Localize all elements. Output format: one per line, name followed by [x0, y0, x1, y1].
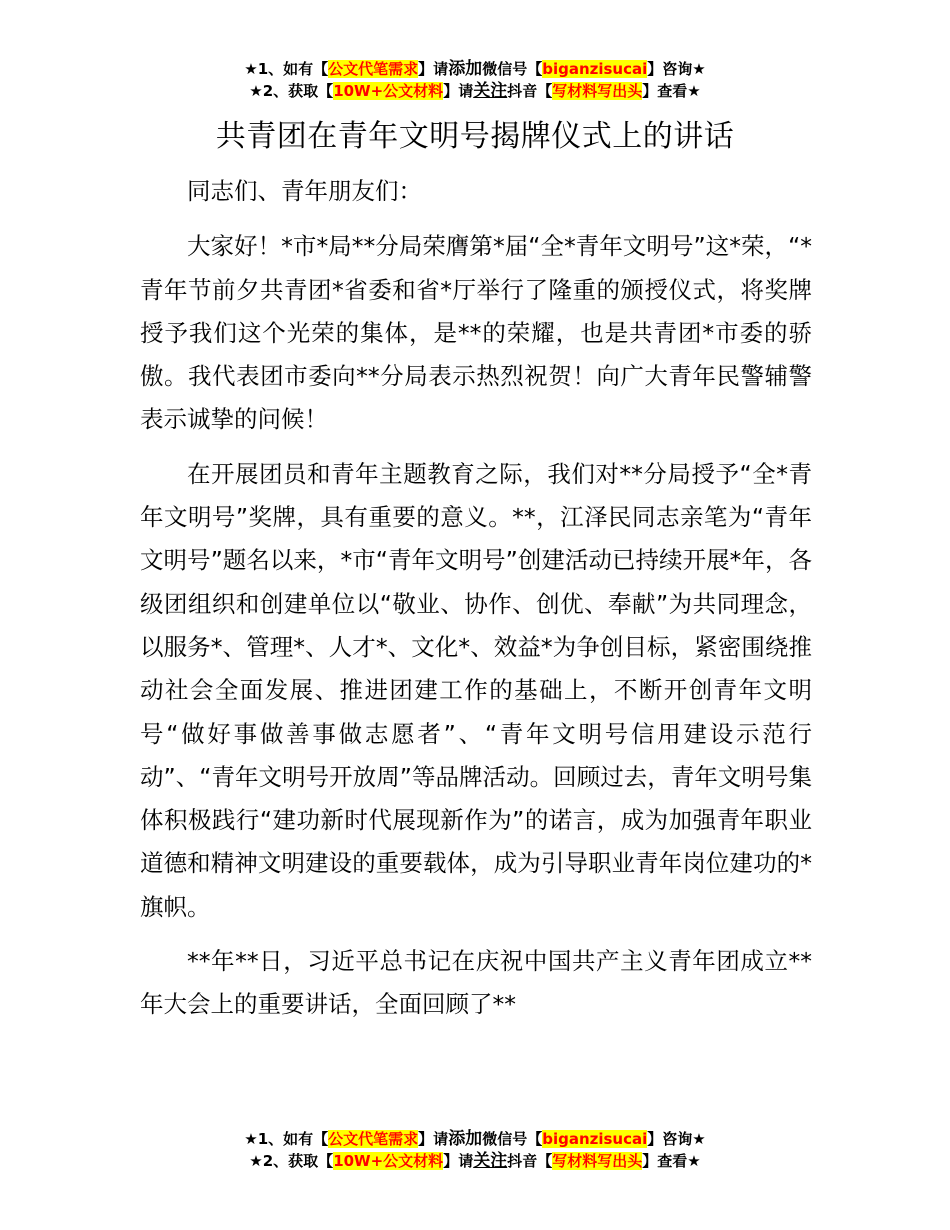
paragraph: **年**日，习近平总书记在庆祝中国共产主义青年团成立**年大会上的重要讲话，全面回顾了**: [140, 947, 812, 1019]
banner-text: ★2、获取【: [249, 1152, 334, 1170]
highlight-service: 公文代笔需求: [328, 60, 419, 78]
banner-line-1: [0, 58, 950, 80]
banner-line-1: [0, 1128, 950, 1150]
banner-emphasis: 关注: [473, 81, 508, 101]
banner-line-2: [0, 80, 950, 102]
banner-text: 】请: [418, 1130, 449, 1148]
banner-text: 】咨询★: [647, 60, 706, 78]
highlight-douyin-id: 写材料写出头: [552, 1152, 643, 1170]
banner-text: 】请: [418, 60, 449, 78]
banner-text: 微信号【: [482, 60, 543, 78]
document-body: [140, 170, 812, 1038]
banner-text: ★1、如有【: [244, 1130, 329, 1148]
banner-text: ★2、获取【: [249, 82, 334, 100]
banner-text: 微信号【: [482, 1130, 543, 1148]
banner-text: 】查看★: [642, 82, 701, 100]
banner-text: ★1、如有【: [244, 60, 329, 78]
banner-emphasis: 关注: [473, 1151, 508, 1171]
highlight-materials: 10W+公文材料: [333, 1152, 444, 1170]
banner-line-2: [0, 1150, 950, 1172]
document-title: 共青团在青年文明号揭牌仪式上的讲话: [215, 119, 735, 154]
highlight-materials: 10W+公文材料: [333, 82, 444, 100]
banner-text: 】请: [443, 82, 474, 100]
paragraph: 大家好！*市*局**分局荣膺第*届“全*青年文明号”这*荣，“*青年节前夕共青团*省委和省*厅举行了隆重的颁授仪式，将奖牌授予我们这个光荣的集体，是**的荣耀，也是共青团*市委的骄傲。我代表团市委向**分局表示热烈祝贺！向广大青年民警辅警表示诚挚的问候！: [140, 232, 812, 434]
highlight-wechat-id: biganzisucai: [542, 60, 648, 78]
banner-text: 】请: [443, 1152, 474, 1170]
highlight-service: 公文代笔需求: [328, 1130, 419, 1148]
banner-text: 抖音【: [507, 82, 553, 100]
banner-text: 】咨询★: [647, 1130, 706, 1148]
highlight-douyin-id: 写材料写出头: [552, 82, 643, 100]
banner-text: 】查看★: [642, 1152, 701, 1170]
bottom-ad-banner: [0, 1128, 950, 1172]
banner-emphasis: 添加: [448, 1129, 483, 1149]
salutation: 同志们、青年朋友们：: [187, 177, 422, 205]
paragraph: 在开展团员和青年主题教育之际，我们对**分局授予“全*青年文明号”奖牌，具有重要的意义。**，江泽民同志亲笔为“青年文明号”题名以来，*市“青年文明号”创建活动已持续开展*年，各级团组织和创建单位以“敬业、协作、创优、奉献”为共同理念，以服务*、管理*、人才*、文化*、效益*为争创目标，紧密围绕推动社会全面发展、推进团建工作的基础上，不断开创青年文明号“做好事做善事做志愿者”、“青年文明号信用建设示范行动”、“青年文明号开放周”等品牌活动。回顾过去，青年文明号集体积极践行“建功新时代展现新作为”的诺言，成为加强青年职业道德和精神文明建设的重要载体，成为引导职业青年岗位建功的*旗帜。: [140, 459, 812, 921]
highlight-wechat-id: biganzisucai: [542, 1130, 648, 1148]
banner-emphasis: 添加: [448, 59, 483, 79]
top-ad-banner: [0, 58, 950, 102]
banner-text: 抖音【: [507, 1152, 553, 1170]
